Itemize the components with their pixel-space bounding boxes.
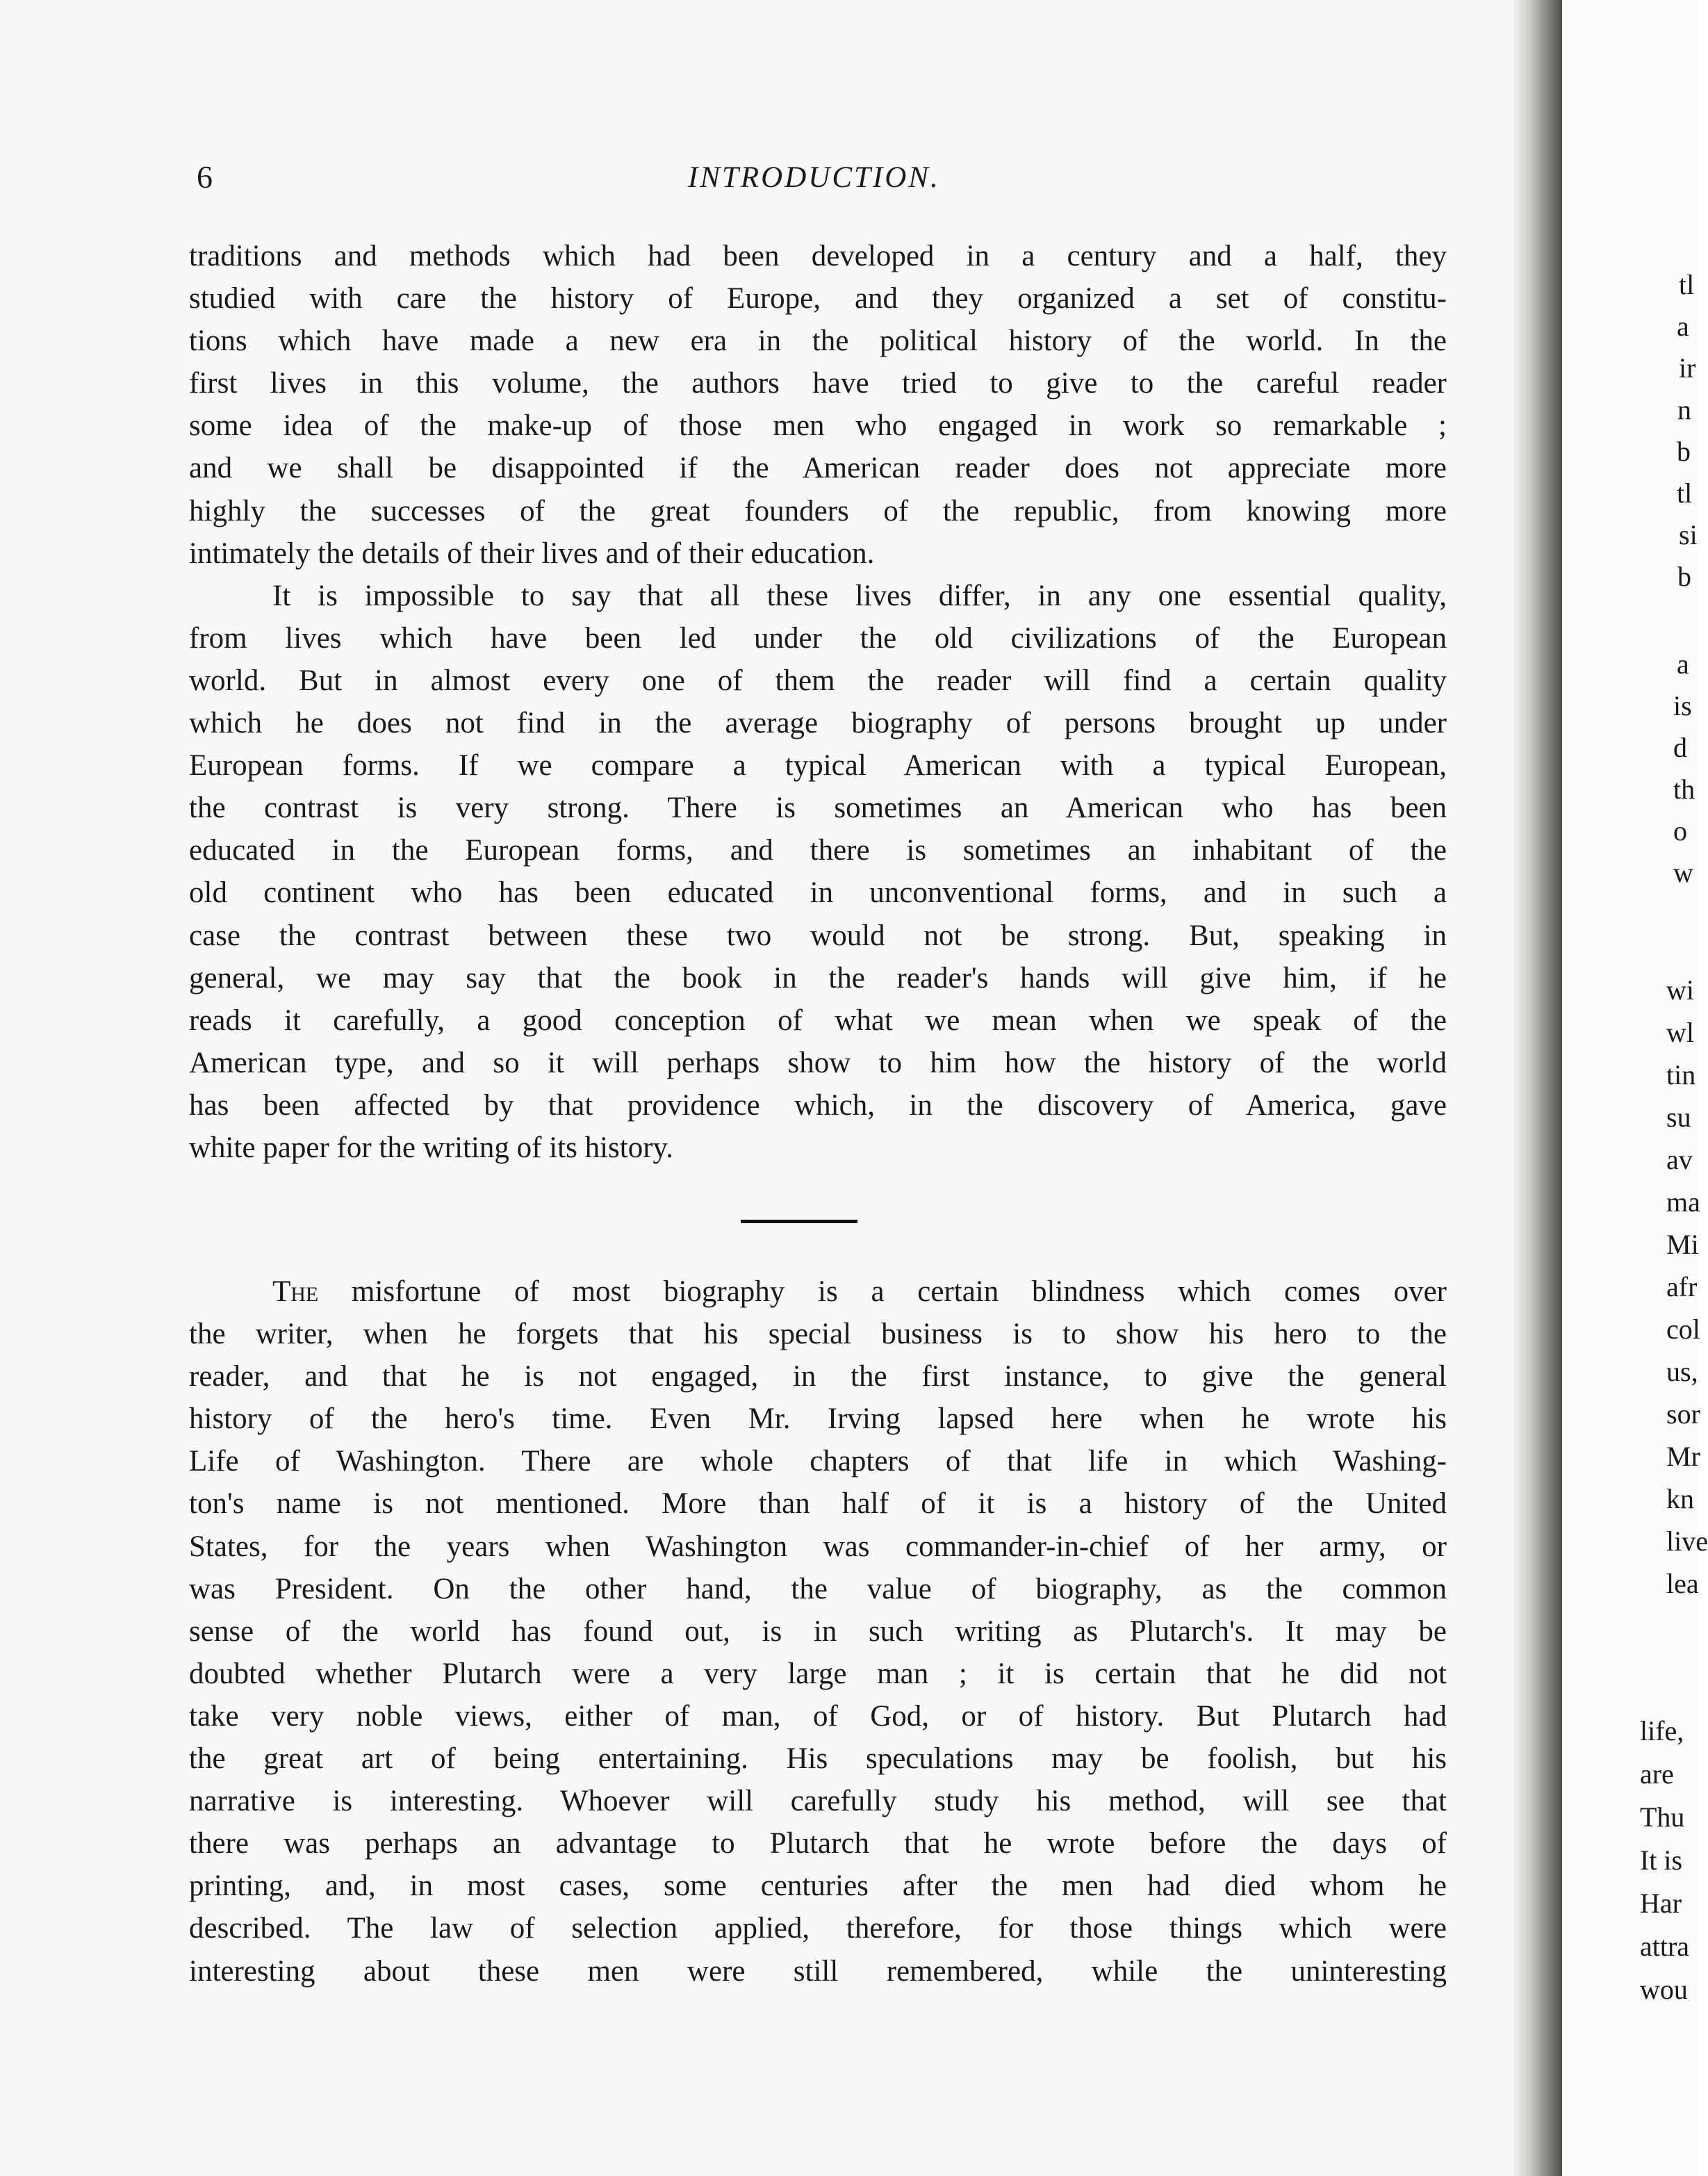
facing-page-fragment: attra xyxy=(1640,1931,1690,1962)
text-line: doubted whether Plutarch were a very large man ; it is certain that he did not xyxy=(189,1657,1447,1690)
facing-page-fragment: us, xyxy=(1666,1356,1698,1387)
book-gutter-shadow xyxy=(1513,0,1562,2176)
text-line: educated in the European forms, and there is sometimes an inhabitant of the xyxy=(189,834,1447,867)
text-line: the great art of being entertaining. His speculations may be foolish, but his xyxy=(189,1742,1447,1776)
facing-page-fragment: Mi xyxy=(1666,1229,1699,1260)
facing-page-fragment: lea xyxy=(1666,1568,1699,1599)
text-line: It is impossible to say that all these lives differ, in any one essential quality, xyxy=(272,579,1447,612)
facing-page-fragment: ma xyxy=(1666,1186,1700,1218)
text-line: take very noble views, either of man, of God, or of history. But Plutarch had xyxy=(189,1699,1447,1733)
facing-page-fragment: live xyxy=(1666,1525,1708,1557)
text-line xyxy=(189,1270,1447,1313)
text-line: history of the hero's time. Even Mr. Irving lapsed here when he wrote his xyxy=(189,1402,1447,1436)
text-line: some idea of the make-up of those men who engaged in work so remarkable ; xyxy=(189,409,1447,443)
facing-page-fragment: a xyxy=(1677,648,1689,680)
facing-page-fragment: sor xyxy=(1666,1398,1700,1430)
text-line: from lives which have been led under the old civilizations of the European xyxy=(189,621,1447,655)
text-line: narrative is interesting. Whoever will carefully study his method, will see that xyxy=(189,1785,1447,1818)
facing-page-fragment: av xyxy=(1666,1144,1693,1175)
text-line: the contrast is very strong. There is sometimes an American who has been xyxy=(189,792,1447,825)
small-caps-opening-word: The xyxy=(272,1275,319,1308)
text-line: tions which have made a new era in the political history of the world. In the xyxy=(189,325,1447,358)
facing-page-fragment: b xyxy=(1677,436,1691,467)
facing-page-fragment: is xyxy=(1673,690,1692,721)
facing-page-fragment: tin xyxy=(1666,1059,1696,1090)
text-line: American type, and so it will perhaps show to him how the history of the world xyxy=(189,1046,1447,1079)
facing-page-fragment: ir xyxy=(1679,352,1696,384)
facing-page-fragment: su xyxy=(1666,1102,1691,1133)
facing-page-fragment: It is xyxy=(1640,1844,1683,1876)
text-line: Life of Washington. There are whole chapters of that life in which Washing- xyxy=(189,1445,1447,1478)
text-line: States, for the years when Washington was commander-in-chief of her army, or xyxy=(189,1530,1447,1563)
text-line: studied with care the history of Europe, and they organized a set of constitu- xyxy=(189,282,1447,316)
text-line: world. But in almost every one of them the reader will find a certain quality xyxy=(189,664,1447,697)
paragraph-block-american-founders xyxy=(189,235,1447,1169)
text-line: general, we may say that the book in the reader's hands will give him, if he xyxy=(189,961,1447,995)
facing-page-fragment: wl xyxy=(1666,1017,1694,1048)
text-line: has been affected by that providence which, in the discovery of America, gave xyxy=(189,1088,1447,1122)
text-line: European forms. If we compare a typical American with a typical European, xyxy=(189,749,1447,783)
facing-page-fragment: tl xyxy=(1677,477,1693,509)
text-line: interesting about these men were still remembered, while the uninteresting xyxy=(189,1954,1447,1988)
facing-page-fragment: d xyxy=(1673,732,1687,763)
paragraph-block-biography xyxy=(189,1270,1447,1993)
facing-page-fragment: wi xyxy=(1666,974,1694,1006)
facing-page-fragment: th xyxy=(1673,774,1695,805)
text-line: was President. On the other hand, the value of biography, as the common xyxy=(189,1572,1447,1605)
text-line: ton's name is not mentioned. More than half of it is a history of the United xyxy=(189,1487,1447,1521)
facing-page-fragment: n xyxy=(1677,394,1691,425)
section-divider xyxy=(741,1220,857,1223)
text-line: white paper for the writing of its history. xyxy=(189,1131,674,1164)
text-line: described. The law of selection applied, therefore, for those things which were xyxy=(189,1912,1447,1945)
text-line: first lives in this volume, the authors have tried to give to the careful reader xyxy=(189,367,1447,400)
facing-page-fragment: kn xyxy=(1666,1483,1694,1514)
facing-page-fragment: b xyxy=(1677,561,1691,592)
text-line: case the contrast between these two would not be strong. But, speaking in xyxy=(189,919,1447,952)
text-line: old continent who has been educated in unconventional forms, and in such a xyxy=(189,876,1447,910)
text-line: reads it carefully, a good conception of what we mean when we speak of the xyxy=(189,1004,1447,1037)
facing-page-fragment: Mr xyxy=(1666,1441,1700,1472)
text-line: highly the successes of the great founders of the republic, from knowing more xyxy=(189,494,1447,527)
facing-page-fragment: Har xyxy=(1640,1888,1682,1919)
text-line: the writer, when he forgets that his special business is to show his hero to the xyxy=(189,1318,1447,1351)
facing-page-fragment: si xyxy=(1679,519,1698,550)
text-line: reader, and that he is not engaged, in the first instance, to give the general xyxy=(189,1360,1447,1393)
text-line-rest: misfortune of most biography is a certain blindness which comes over xyxy=(318,1275,1447,1308)
facing-page-fragment: col xyxy=(1666,1314,1700,1345)
facing-page-fragment: afr xyxy=(1666,1271,1698,1302)
text-line: printing, and, in most cases, some centuries after the men had died whom he xyxy=(189,1870,1447,1903)
running-head: INTRODUCTION. xyxy=(688,161,940,194)
facing-page-fragment: are xyxy=(1640,1758,1674,1790)
facing-page-fragment: tl xyxy=(1679,269,1695,300)
facing-page-fragment: Thu xyxy=(1640,1801,1685,1833)
text-line: and we shall be disappointed if the American reader does not appreciate more xyxy=(189,452,1447,485)
text-line: traditions and methods which had been developed in a century and a half, they xyxy=(189,240,1447,272)
text-line: intimately the details of their lives and of their education. xyxy=(189,537,875,570)
text-line: sense of the world has found out, is in such writing as Plutarch's. It may be xyxy=(189,1614,1447,1648)
text-line: there was perhaps an advantage to Plutarch that he wrote before the days of xyxy=(189,1827,1447,1860)
facing-page-edge xyxy=(1562,0,1708,2176)
facing-page-fragment: wou xyxy=(1640,1974,1688,2005)
facing-page-fragment: o xyxy=(1673,815,1687,846)
text-line: which he does not find in the average biography of persons brought up under xyxy=(189,707,1447,740)
facing-page-fragment: w xyxy=(1673,857,1693,888)
page-number: 6 xyxy=(197,159,213,195)
facing-page-fragment: a xyxy=(1677,311,1689,342)
facing-page-fragment: life, xyxy=(1640,1715,1684,1746)
